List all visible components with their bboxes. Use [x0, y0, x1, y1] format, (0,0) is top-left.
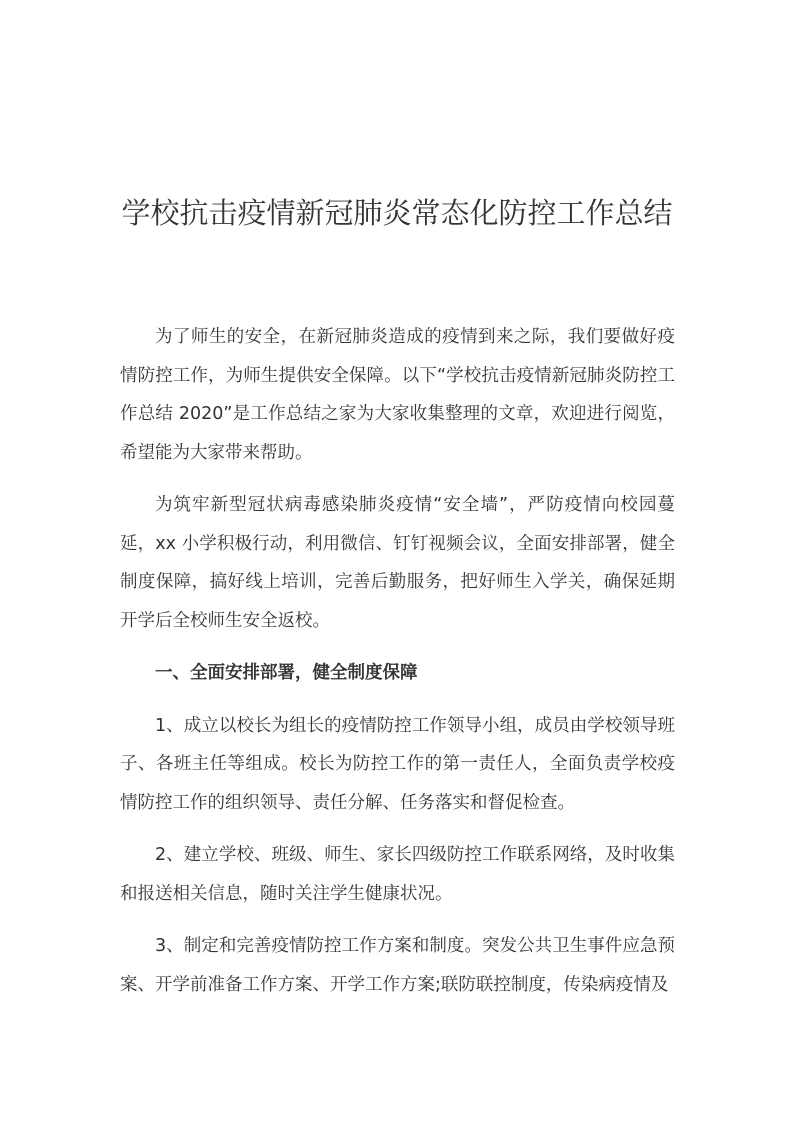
- document-body: [120, 318, 675, 1018]
- section-item-3: 3、制定和完善疫情防控工作方案和制度。突发公共卫生事件应急预案、开学前准备工作方案、开学工作方案;联防联控制度，传染病疫情及: [120, 936, 675, 995]
- section-item-2: 2、建立学校、班级、师生、家长四级防控工作联系网络，及时收集和报送相关信息，随时关注学生健康状况。: [120, 845, 675, 904]
- document-title: 学校抗击疫情新冠肺炎常态化防控工作总结: [121, 196, 673, 230]
- overview-paragraph: 为筑牢新型冠状病毒感染肺炎疫情“安全墙”，严防疫情向校园蔓延，xx 小学积极行动，利用微信、钉钉视频会议，全面安排部署，健全制度保障，搞好线上培训，完善后勤服务，把好师生入学关，确保延期开学后全校师生安全返校。: [120, 495, 675, 631]
- section-item-1: 1、成立以校长为组长的疫情防控工作领导小组，成员由学校领导班子、各班主任等组成。校长为防控工作的第一责任人，全面负责学校疫情防控工作的组织领导、责任分解、任务落实和督促检查。: [120, 715, 675, 813]
- section-heading: 一、全面安排部署，健全制度保障: [155, 663, 418, 683]
- intro-paragraph: 为了师生的安全，在新冠肺炎造成的疫情到来之际，我们要做好疫情防控工作，为师生提供安全保障。以下“学校抗击疫情新冠肺炎防控工作总结 2020”是工作总结之家为大家收集整理的文章，欢迎进行阅览，希望能为大家带来帮助。: [120, 327, 675, 463]
